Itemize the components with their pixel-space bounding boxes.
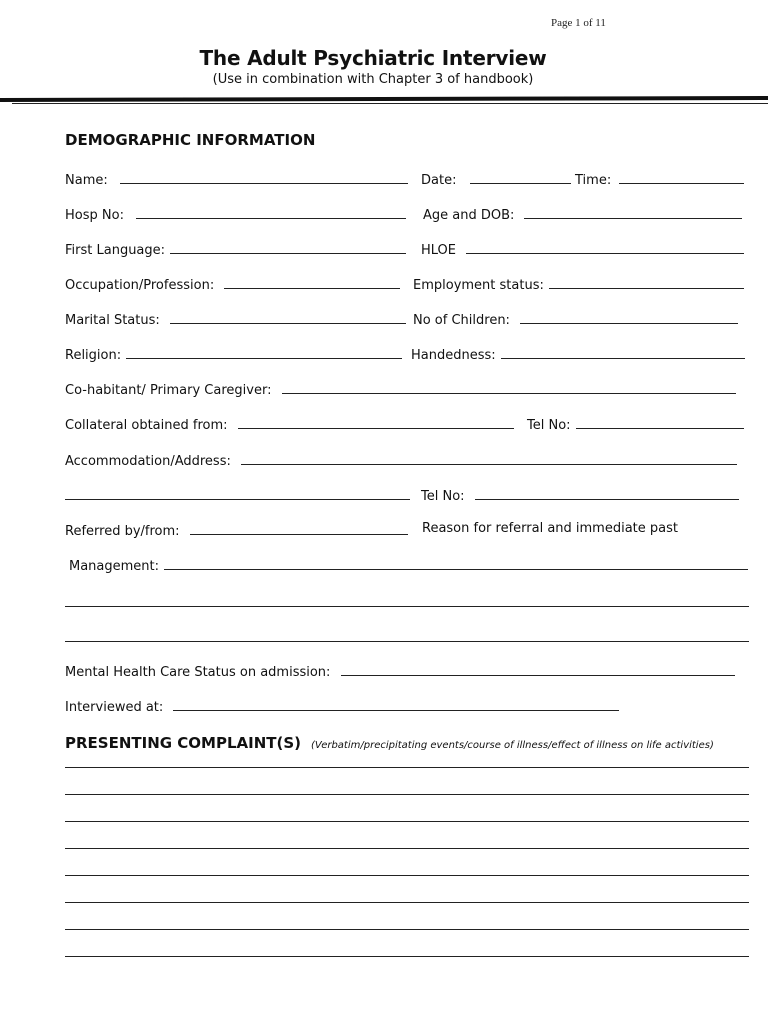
row-cohabitant: [65, 380, 747, 400]
address-blank[interactable]: [241, 451, 737, 465]
hloe-field[interactable]: [421, 240, 744, 258]
collateral-field[interactable]: [65, 415, 514, 433]
children-label: No of Children:: [413, 313, 510, 328]
demographics-heading: DEMOGRAPHIC INFORMATION: [65, 131, 316, 149]
occupation-label: Occupation/Profession:: [65, 278, 215, 293]
page-number: Page 1 of 11: [551, 17, 606, 29]
hloe-blank[interactable]: [466, 240, 744, 254]
mhc-status-field[interactable]: [65, 662, 735, 680]
first-language-field[interactable]: [65, 240, 406, 258]
row-collateral-tel: [65, 415, 747, 435]
hosp-no-blank[interactable]: [136, 205, 406, 219]
management-line-2[interactable]: [65, 641, 749, 642]
address-field[interactable]: [65, 451, 737, 469]
complaint-line-4[interactable]: [65, 848, 749, 849]
referred-by-label: Referred by/from:: [65, 524, 180, 539]
complaint-line-5[interactable]: [65, 875, 749, 876]
hosp-no-label: Hosp No:: [65, 208, 124, 223]
row-hosp-age: [65, 205, 747, 225]
address-continued-field[interactable]: [65, 486, 410, 504]
complaint-line-7[interactable]: [65, 929, 749, 930]
employment-field[interactable]: [413, 275, 744, 293]
hloe-label: HLOE: [421, 243, 457, 258]
complaint-line-8[interactable]: [65, 956, 749, 957]
tel-no-blank-1[interactable]: [576, 415, 744, 429]
row-mhc-status: [65, 662, 747, 682]
name-label: Name:: [65, 173, 108, 188]
tel-no-label-1: Tel No:: [527, 418, 571, 433]
age-dob-blank[interactable]: [524, 205, 742, 219]
address-continued-blank[interactable]: [65, 486, 410, 500]
hosp-no-field[interactable]: [65, 205, 406, 223]
complaint-line-1[interactable]: [65, 767, 749, 768]
presenting-heading: [65, 734, 714, 752]
presenting-heading-text: PRESENTING COMPLAINT(S): [65, 734, 302, 752]
collateral-blank[interactable]: [238, 415, 514, 429]
reason-label: Reason for referral and immediate past: [422, 521, 678, 536]
row-occupation-employment: [65, 275, 747, 295]
time-field[interactable]: [575, 170, 744, 188]
header-rule-thick: [0, 96, 768, 102]
religion-blank[interactable]: [126, 345, 402, 359]
row-address-tel: [65, 486, 747, 506]
marital-label: Marital Status:: [65, 313, 160, 328]
name-field[interactable]: [65, 170, 408, 188]
page-title: The Adult Psychiatric Interview: [199, 46, 547, 70]
page-subtitle: (Use in combination with Chapter 3 of handbook): [212, 72, 534, 87]
religion-field[interactable]: [65, 345, 402, 363]
row-language-hloe: [65, 240, 747, 260]
date-field[interactable]: [421, 170, 571, 188]
presenting-hint: (Verbatim/precipitating events/course of illness/effect of illness on life activities): [311, 740, 714, 751]
interviewed-at-blank[interactable]: [173, 697, 619, 711]
row-address: [65, 451, 747, 471]
tel-no-field-2[interactable]: [421, 486, 739, 504]
row-name-date-time: [65, 170, 747, 190]
first-language-blank[interactable]: [170, 240, 406, 254]
tel-no-label-2: Tel No:: [421, 489, 465, 504]
interviewed-at-field[interactable]: [65, 697, 619, 715]
referred-by-blank[interactable]: [190, 521, 408, 535]
time-label: Time:: [575, 173, 612, 188]
management-label: Management:: [69, 559, 160, 574]
religion-label: Religion:: [65, 348, 122, 363]
cohabitant-field[interactable]: [65, 380, 736, 398]
address-label: Accommodation/Address:: [65, 454, 231, 469]
date-label: Date:: [421, 173, 457, 188]
age-dob-field[interactable]: [423, 205, 742, 223]
complaint-line-2[interactable]: [65, 794, 749, 795]
marital-blank[interactable]: [170, 310, 406, 324]
age-dob-label: Age and DOB:: [423, 208, 515, 223]
employment-blank[interactable]: [549, 275, 744, 289]
tel-no-blank-2[interactable]: [475, 486, 739, 500]
employment-label: Employment status:: [413, 278, 544, 293]
interviewed-at-label: Interviewed at:: [65, 700, 164, 715]
tel-no-field-1[interactable]: [527, 415, 744, 433]
mhc-status-blank[interactable]: [341, 662, 735, 676]
header-rule-thin: [12, 103, 768, 104]
children-blank[interactable]: [520, 310, 738, 324]
complaint-line-6[interactable]: [65, 902, 749, 903]
management-line-1[interactable]: [65, 606, 749, 607]
row-religion-handedness: [65, 345, 747, 365]
time-blank[interactable]: [619, 170, 744, 184]
row-referral: [65, 521, 747, 541]
cohabitant-label: Co-habitant/ Primary Caregiver:: [65, 383, 272, 398]
handedness-field[interactable]: [411, 345, 745, 363]
mhc-status-label: Mental Health Care Status on admission:: [65, 665, 331, 680]
children-field[interactable]: [413, 310, 738, 328]
name-blank[interactable]: [120, 170, 408, 184]
management-field[interactable]: [69, 556, 748, 574]
row-marital-children: [65, 310, 747, 330]
management-blank[interactable]: [164, 556, 748, 570]
row-interviewed-at: [65, 697, 747, 717]
date-blank[interactable]: [470, 170, 571, 184]
row-management: [65, 556, 747, 576]
marital-field[interactable]: [65, 310, 406, 328]
referred-by-field[interactable]: [65, 521, 408, 539]
complaint-line-3[interactable]: [65, 821, 749, 822]
first-language-label: First Language:: [65, 243, 166, 258]
collateral-label: Collateral obtained from:: [65, 418, 228, 433]
handedness-label: Handedness:: [411, 348, 496, 363]
occupation-field[interactable]: [65, 275, 400, 293]
handedness-blank[interactable]: [501, 345, 745, 359]
occupation-blank[interactable]: [224, 275, 400, 289]
cohabitant-blank[interactable]: [282, 380, 736, 394]
